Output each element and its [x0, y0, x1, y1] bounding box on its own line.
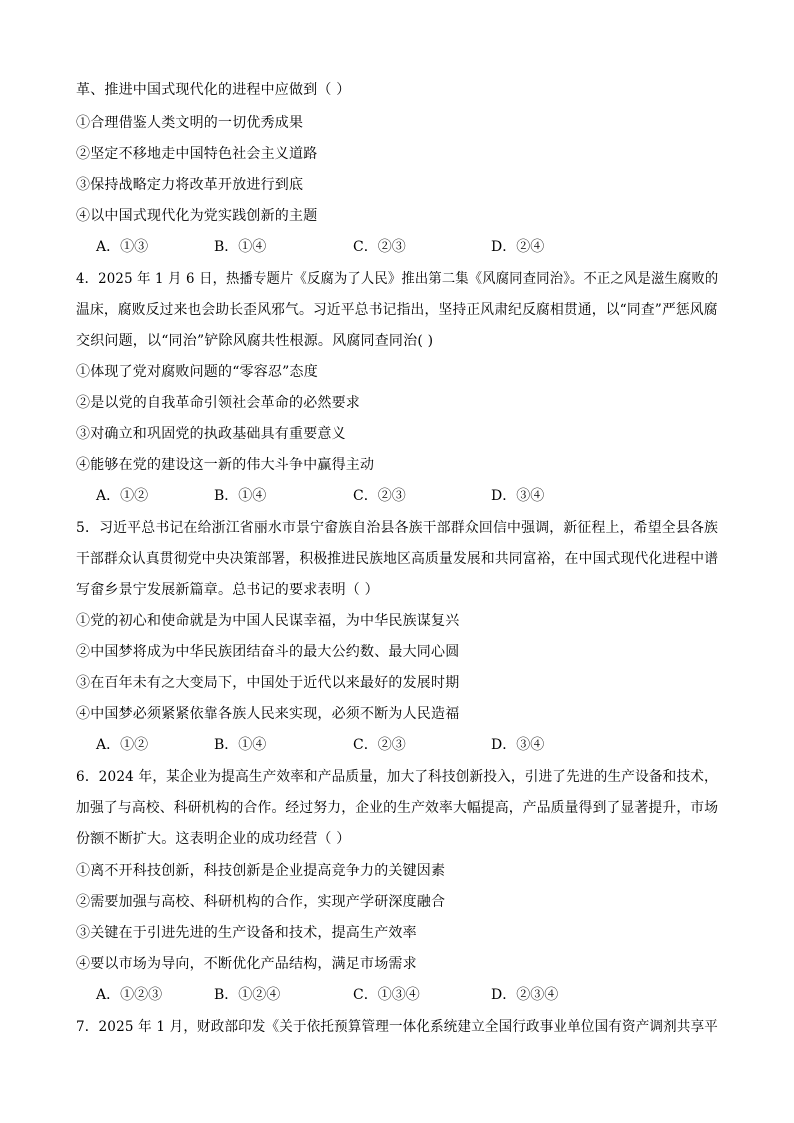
question-5-option-a[interactable]: A．①② [96, 737, 149, 753]
question-4-option-c[interactable]: C．②③ [353, 488, 406, 504]
question-3-option-a[interactable]: A．①③ [96, 239, 149, 255]
question-3-option-b[interactable]: B．①④ [214, 239, 267, 255]
question-4-choice-1: ①体现了党对腐败问题的“零容忍”态度 [76, 364, 318, 380]
question-7-stem-line-1: 7．2025 年 1 月，财政部印发《关于依托预算管理一体化系统建立全国行政事业单位国有资产调剂共享平 [76, 1019, 718, 1035]
question-4-choice-2: ②是以党的自我革命引领社会革命的必然要求 [76, 395, 360, 411]
question-6-choice-3: ③关键在于引进先进的生产设备和技术，提高生产效率 [76, 925, 417, 941]
question-4-stem-line-3: 交织问题，以“同治”铲除风腐共性根源。风腐同查同治( ) [76, 333, 434, 349]
question-3-choice-2: ②坚定不移地走中国特色社会主义道路 [76, 146, 318, 162]
question-6-option-a[interactable]: A．①②③ [96, 987, 163, 1003]
question-6-option-d[interactable]: D．②③④ [491, 987, 559, 1003]
question-5-choice-2: ②中国梦将成为中华民族团结奋斗的最大公约数、最大同心圆 [76, 644, 460, 660]
question-3-option-d[interactable]: D．②④ [491, 239, 545, 255]
question-4-choice-3: ③对确立和巩固党的执政基础具有重要意义 [76, 426, 346, 442]
question-3-choice-1: ①合理借鉴人类文明的一切优秀成果 [76, 115, 304, 131]
question-6-stem-line-1: 6．2024 年，某企业为提高生产效率和产品质量，加大了科技创新投入，引进了先进的生产设备和技术， [76, 769, 718, 785]
question-6-choice-2: ②需要加强与高校、科研机构的合作，实现产学研深度融合 [76, 894, 446, 910]
question-3-choice-4: ④以中国式现代化为党实践创新的主题 [76, 208, 318, 224]
question-4-option-b[interactable]: B．①④ [214, 488, 267, 504]
question-4-choice-4: ④能够在党的建设这一新的伟大斗争中赢得主动 [76, 457, 375, 473]
question-3-stem-line-1: 革、推进中国式现代化的进程中应做到（ ） [76, 82, 351, 98]
question-3-option-c[interactable]: C．②③ [353, 239, 406, 255]
question-4-stem-line-1: 4．2025 年 1 月 6 日，热播专题片《反腐为了人民》推出第二集《风腐同查同治》。不正之风是滋生腐败的 [76, 271, 719, 287]
question-5-option-c[interactable]: C．②③ [353, 737, 406, 753]
question-5-option-b[interactable]: B．①④ [214, 737, 267, 753]
question-6-choice-1: ①离不开科技创新，科技创新是企业提高竞争力的关键因素 [76, 863, 446, 879]
question-6-option-b[interactable]: B．①②④ [214, 987, 281, 1003]
question-6-stem-line-2: 加强了与高校、科研机构的合作。经过努力，企业的生产效率大幅提高，产品质量得到了显著提升，市场 [76, 800, 719, 816]
question-6-option-c[interactable]: C．①③④ [353, 987, 420, 1003]
question-4-option-a[interactable]: A．①② [96, 488, 149, 504]
question-5-stem-line-3: 写畲乡景宁发展新篇章。总书记的要求表明（ ） [76, 582, 379, 598]
question-4-stem-line-2: 温床，腐败反过来也会助长歪风邪气。习近平总书记指出，坚持正风肃纪反腐相贯通，以“同查”严惩风腐 [76, 302, 718, 318]
question-4-option-d[interactable]: D．③④ [491, 488, 545, 504]
question-5-stem-line-1: 5．习近平总书记在给浙江省丽水市景宁畲族自治县各族干部群众回信中强调，新征程上，希望全县各族 [76, 520, 719, 536]
question-6-choice-4: ④要以市场为导向，不断优化产品结构，满足市场需求 [76, 956, 417, 972]
question-5-choice-4: ④中国梦必须紧紧依靠各族人民来实现，必须不断为人民造福 [76, 706, 460, 722]
question-5-choice-3: ③在百年未有之大变局下，中国处于近代以来最好的发展时期 [76, 675, 460, 691]
question-6-stem-line-3: 份额不断扩大。这表明企业的成功经营（ ） [76, 831, 351, 847]
question-5-option-d[interactable]: D．③④ [491, 737, 545, 753]
question-5-choice-1: ①党的初心和使命就是为中国人民谋幸福，为中华民族谋复兴 [76, 613, 460, 629]
question-5-stem-line-2: 干部群众认真贯彻党中央决策部署，积极推进民族地区高质量发展和共同富裕，在中国式现代化进程中谱 [76, 551, 719, 567]
question-3-choice-3: ③保持战略定力将改革开放进行到底 [76, 177, 304, 193]
